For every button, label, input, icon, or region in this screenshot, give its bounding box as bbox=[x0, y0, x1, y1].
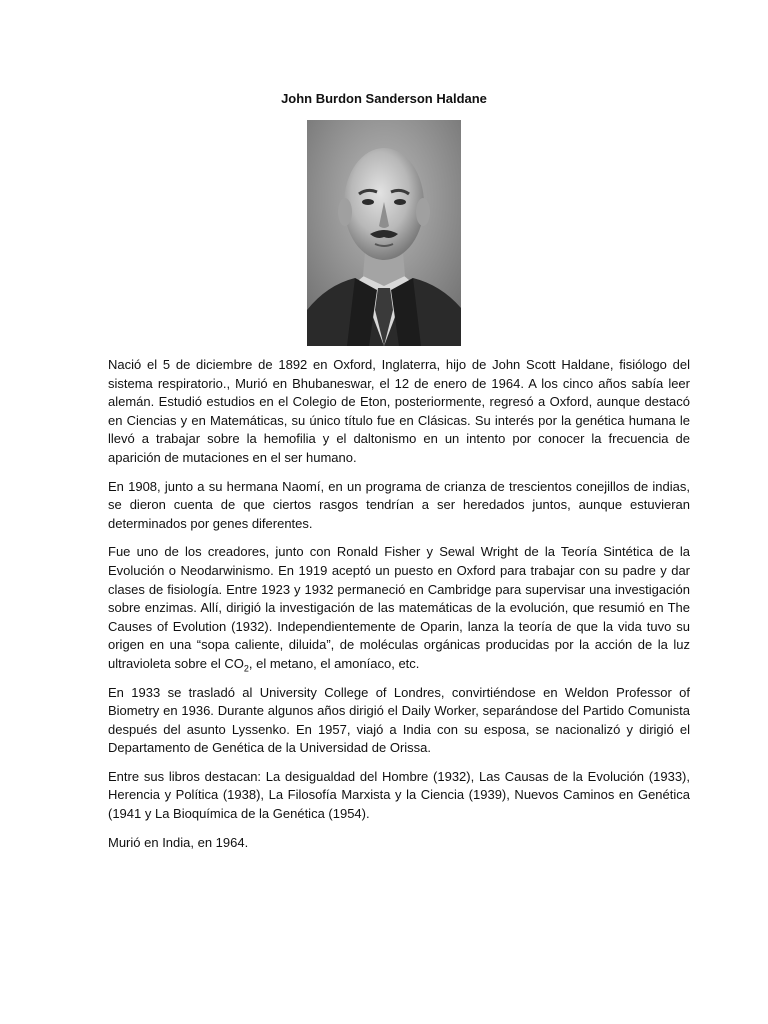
document-title: John Burdon Sanderson Haldane bbox=[281, 91, 487, 106]
paragraph-3-text-b: , el metano, el amoníaco, etc. bbox=[248, 655, 420, 671]
paragraph-4: En 1933 se trasladó al University College of Londres, convirtiéndose en Weldon Professor of Biometry en 1936. Durante algunos años dirigió el Daily Worker, separándose del Partido Comunista después del asunto Lyssenko. En 1957, viajó a India con su esposa, se nacionalizó y dirigió el Departamento de Genética de la Universidad de Orissa. bbox=[108, 684, 690, 756]
paragraph-6: Murió en India, en 1964. bbox=[108, 834, 249, 850]
co2-subscript: 2 bbox=[243, 663, 249, 674]
paragraph-3-text-a: Fue uno de los creadores, junto con Ronald Fisher y Sewal Wright de la Teoría Sintética de la Evolución o Neodarwinismo. En 1919 aceptó un puesto en Oxford para trabajar con su padre y dar clases de fisiología. Entre 1923 y 1932 permaneció en Cambridge para supervisar una investigación sobre enzimas. Allí, dirigió la investigación de las matemáticas de la evolución, que resumió en The Causes of Evolution (1932). Independientemente de Oparin, lanza la teoría de que la vida tuvo su origen en una “sopa caliente, diluida”, de moléculas orgánicas producidas por la acción de la luz ultravioleta sobre el CO bbox=[108, 544, 690, 671]
document-body bbox=[108, 356, 690, 852]
paragraph-2: En 1908, junto a su hermana Naomí, en un programa de crianza de trescientos conejillos de indias, se dieron cuenta de que ciertos rasgos tendrían a ser heredados juntos, aunque estuvieran determinados por genes diferentes. bbox=[108, 478, 690, 531]
paragraph-5: Entre sus libros destacan: La desigualdad del Hombre (1932), Las Causas de la Evolución (1933), Herencia y Política (1938), La Filosofía Marxista y la Ciencia (1939), Nuevos Caminos en Genética (1941 y La Bioquímica de la Genética (1954). bbox=[108, 768, 690, 822]
portrait-photo bbox=[307, 120, 461, 346]
paragraph-1: Nació el 5 de diciembre de 1892 en Oxford, Inglaterra, hijo de John Scott Haldane, fisiólogo del sistema respiratorio., Murió en Bhubaneswar, el 12 de enero de 1964. A los cinco años sabía leer alemán. Estudió estudios en el Colegio de Eton, posteriormente, regresó a Oxford, aunque destacó en Ciencias y en Matemáticas, su único título fue en Clásicas. Su interés por la genética humana le llevó a trabajar sobre la hemofilia y el daltonismo en un intento por conocer la frecuencia de aparición de mutaciones en el ser humano. bbox=[108, 357, 690, 465]
portrait-illustration bbox=[307, 120, 461, 346]
paragraph-3 bbox=[108, 543, 690, 673]
